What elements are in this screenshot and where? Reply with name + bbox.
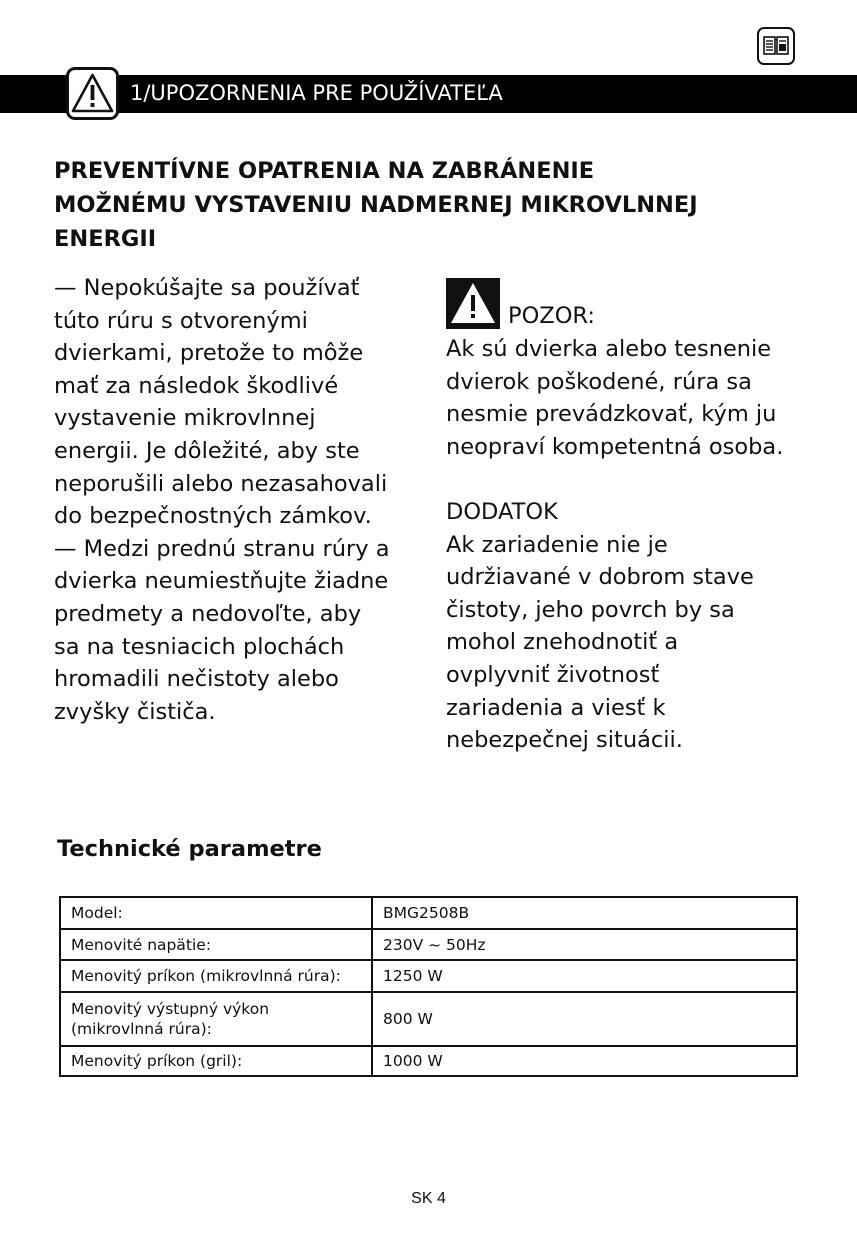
table-row	[60, 992, 797, 1046]
spacer	[446, 463, 846, 496]
text-line: vystavenie mikrovlnnej	[54, 405, 316, 432]
text-line: dvierkami, pretože to môže	[54, 340, 364, 367]
param-label: Menovité napätie:	[60, 929, 372, 960]
param-value: BMG2508B	[372, 897, 797, 929]
param-label-line: (mikrovlnná rúra):	[71, 1020, 212, 1038]
text-line: čistoty, jeho povrch by sa	[446, 596, 735, 623]
table-row	[60, 1046, 797, 1076]
text-line: ovplyvniť životnosť	[446, 661, 660, 688]
text-line: dvierok poškodené, rúra sa	[446, 368, 752, 395]
text-line: neopraví kompetentná osoba.	[446, 433, 784, 460]
text-line: mohol znehodnotiť a	[446, 629, 679, 656]
heading-line: ENERGII	[54, 226, 157, 252]
text-line: mať za následok škodlivé	[54, 372, 339, 399]
text-line: neporušili alebo nezasahovali	[54, 470, 388, 497]
addendum-title: DODATOK	[446, 498, 558, 525]
section-heading	[54, 154, 814, 256]
text-line: nebezpečnej situácii.	[446, 727, 683, 754]
param-label: Model:	[60, 897, 372, 929]
text-line: hromadili nečistoty alebo	[54, 666, 339, 693]
text-line: Ak zariadenie nie je	[446, 531, 668, 558]
text-line: zvyšky čističa.	[54, 698, 216, 725]
caution-label: POZOR:	[508, 303, 595, 329]
text-line: sa na tesniacich plochách	[54, 633, 345, 660]
header-title: 1/UPOZORNENIA PRE POUŽÍVATEĽA	[130, 81, 503, 105]
param-value: 800 W	[372, 992, 797, 1046]
param-label: Menovitý príkon (gril):	[60, 1046, 372, 1076]
text-line: energii. Je dôležité, aby ste	[54, 437, 360, 464]
param-label: Menovitý príkon (mikrovlnná rúra):	[60, 960, 372, 992]
text-line: dvierka neumiestňujte žiadne	[54, 568, 389, 595]
left-column-text	[54, 272, 434, 728]
text-line: nesmie prevádzkovať, kým ju	[446, 401, 777, 428]
param-value: 230V ~ 50Hz	[372, 929, 797, 960]
text-line: — Medzi prednú stranu rúry a	[54, 535, 390, 562]
param-value: 1250 W	[372, 960, 797, 992]
text-line: túto rúru s otvorenými	[54, 307, 308, 334]
tech-params-title: Technické parametre	[57, 836, 322, 862]
text-line: do bezpečnostných zámkov.	[54, 503, 372, 530]
text-line: — Nepokúšajte sa používať	[54, 275, 360, 301]
table-row	[60, 960, 797, 992]
table-row	[60, 897, 797, 929]
text-line: zariadenia a viesť k	[446, 694, 666, 721]
text-line: udržiavané v dobrom stave	[446, 564, 754, 591]
manual-book-icon	[757, 27, 795, 65]
page-number: SK 4	[411, 1190, 446, 1207]
heading-line: PREVENTÍVNE OPATRENIA NA ZABRÁNENIE	[54, 158, 595, 184]
caution-warning-icon	[446, 278, 500, 329]
param-value: 1000 W	[372, 1046, 797, 1076]
table-row	[60, 929, 797, 960]
tech-params-table	[59, 896, 798, 1077]
param-label-line: Menovitý výstupný výkon	[71, 1000, 270, 1018]
heading-line: MOŽNÉMU VYSTAVENIU NADMERNEJ MIKROVLNNEJ	[54, 192, 698, 218]
text-line: predmety a nedovoľte, aby	[54, 600, 362, 627]
text-line: Ak sú dvierka alebo tesnenie	[446, 336, 772, 362]
warning-triangle-icon	[66, 67, 119, 120]
param-label	[60, 992, 372, 1046]
caution-header	[446, 278, 846, 333]
right-column-text	[446, 278, 846, 757]
